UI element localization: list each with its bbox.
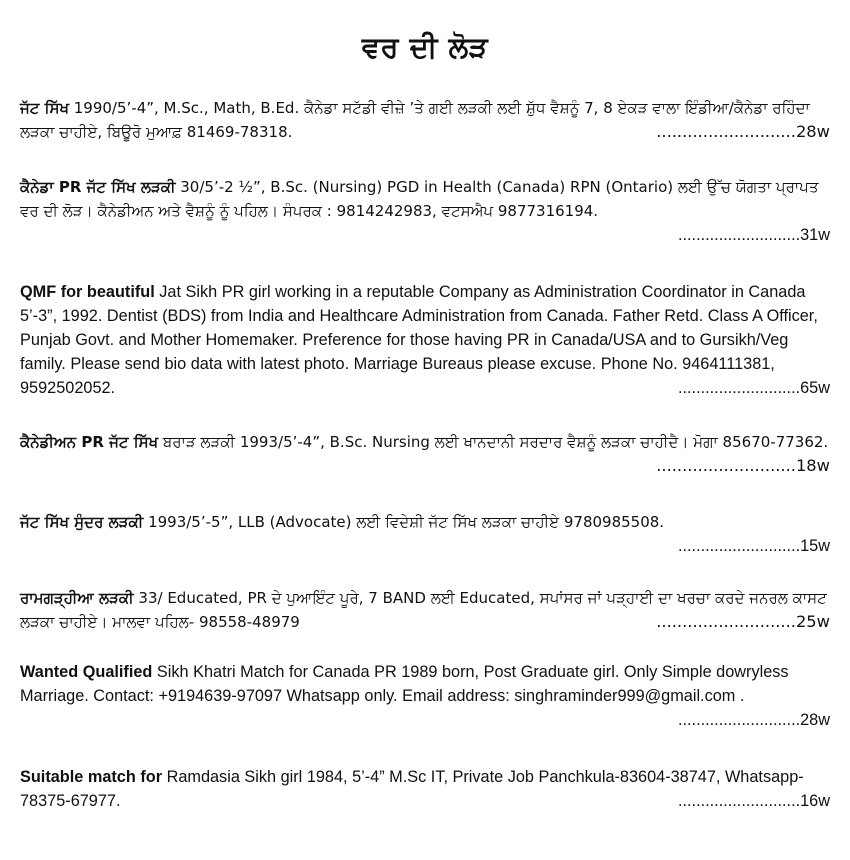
ad-code: ...........................15w xyxy=(677,537,830,555)
ad-heading: Suitable match for xyxy=(20,768,163,786)
ad-text: Jat Sikh PR girl working in a reputable Company as Administration Coordinator in Canada 5’-3”, 1992. Dentist (BDS) from India and Healthcare Administration from Canada. Father Retd. Class A Officer, Punjab Govt. and Mother Homemaker. Preference for those having PR in Canada/USA and to Gursikh/Veg family. Please send bio data with latest photo. Marriage Bureaus please excuse. Phone No. 9464111381, 9592502052. xyxy=(20,283,818,397)
ad-text: 30/5’-2 ½”, B.Sc. (Nursing) PGD in Health (Canada) RPN (Ontario) ਲਈ ਉੱਚ ਯੋਗਤਾ ਪ੍ਰਾਪਤ ਵਰ ਦੀ ਲੋੜ। ਕੈਨੇਡੀਅਨ ਅਤੇ ਵੈਸ਼ਨੂੰ ਨੂੰ ਪਹਿਲ। ਸੰਪਰਕ : 9814242983, ਵਟਸਐਪ 9877316194. xyxy=(20,178,819,220)
ad-item xyxy=(20,586,830,634)
ad-text: ਬਰਾੜ ਲੜਕੀ 1993/5’-4”, B.Sc. Nursing ਲਈ ਖਾਨਦਾਨੀ ਸਰਦਾਰ ਵੈਸ਼ਨੂੰ ਲੜਕਾ ਚਾਹੀਦੈ। ਮੋਗਾ 85670-77362. xyxy=(158,433,829,451)
ad-heading: ਕੈਨੇਡਾ PR ਜੱਟ ਸਿੱਖ ਲੜਕੀ xyxy=(20,178,176,196)
ad-heading: Wanted Qualified xyxy=(20,663,153,681)
ad-text: 33/ Educated, PR ਦੇ ਪੁਆਇੰਟ ਪੂਰੇ, 7 BAND ਲਈ Educated, ਸਪਾਂਸਰ ਜਾਂ ਪੜ੍ਹਾਈ ਦਾ ਖਰਚਾ ਕਰਦੇ ਜਨਰਲ ਕਾਸਟ ਲੜਕਾ ਚਾਹੀਏ। ਮਾਲਵਾ ਪਹਿਲ- 98558-48979 xyxy=(20,589,827,631)
ad-code: ...........................28w xyxy=(677,711,830,729)
ad-item xyxy=(20,765,830,813)
ad-item xyxy=(20,660,830,732)
ad-item xyxy=(20,430,830,478)
ad-text: Ramdasia Sikh girl 1984, 5’-4” M.Sc IT, Private Job Panchkula-83604-38747, Whatsapp-78375-67977. xyxy=(20,768,804,810)
ad-heading: QMF for beautiful xyxy=(20,283,155,301)
page-title: ਵਰ ਦੀ ਲੋੜ xyxy=(361,30,489,64)
ad-code: ...........................28w xyxy=(656,122,830,141)
ad-heading: ਜੱਟ ਸਿੱਖ ਸੁੰਦਰ ਲੜਕੀ xyxy=(20,513,144,531)
ad-heading: ਕੈਨੇਡੀਅਨ PR ਜੱਟ ਸਿੱਖ xyxy=(20,433,159,451)
ad-code: ...........................18w xyxy=(656,456,830,475)
ad-heading: ਰਾਮਗੜ੍ਹੀਆ ਲੜਕੀ xyxy=(20,589,134,607)
ad-code: ...........................31w xyxy=(677,226,830,244)
ad-heading: ਜੱਟ ਸਿੱਖ xyxy=(20,99,69,117)
ad-code: ...........................16w xyxy=(677,792,830,810)
ad-code: ...........................65w xyxy=(677,379,830,397)
ad-item xyxy=(20,175,830,247)
ad-text: 1990/5’-4”, M.Sc., Math, B.Ed. ਕੈਨੇਡਾ ਸਟੱਡੀ ਵੀਜ਼ੇ ’ਤੇ ਗਈ ਲੜਕੀ ਲਈ ਸ਼ੁੱਧ ਵੈਸ਼ਨੂੰ 7, 8 ਏਕੜ ਵਾਲਾ ਇੰਡੀਆ/ਕੈਨੇਡਾ ਰਹਿੰਦਾ ਲੜਕਾ ਚਾਹੀਏ, ਬਿਊਰੋ ਮੁਆਫ਼ 81469-78318. xyxy=(20,99,810,141)
ad-text: Sikh Khatri Match for Canada PR 1989 born, Post Graduate girl. Only Simple dowryless Marriage. Contact: +9194639-97097 Whatsapp only. Email address: singhraminder999@gmail.com . xyxy=(20,663,789,705)
ad-item xyxy=(20,510,830,558)
ad-item xyxy=(20,96,830,144)
ad-item xyxy=(20,280,830,400)
ad-text: 1993/5’-5”, LLB (Advocate) ਲਈ ਵਿਦੇਸ਼ੀ ਜੱਟ ਸਿੱਖ ਲੜਕਾ ਚਾਹੀਏ 9780985508. xyxy=(143,513,665,531)
ad-code: ...........................25w xyxy=(656,612,830,631)
